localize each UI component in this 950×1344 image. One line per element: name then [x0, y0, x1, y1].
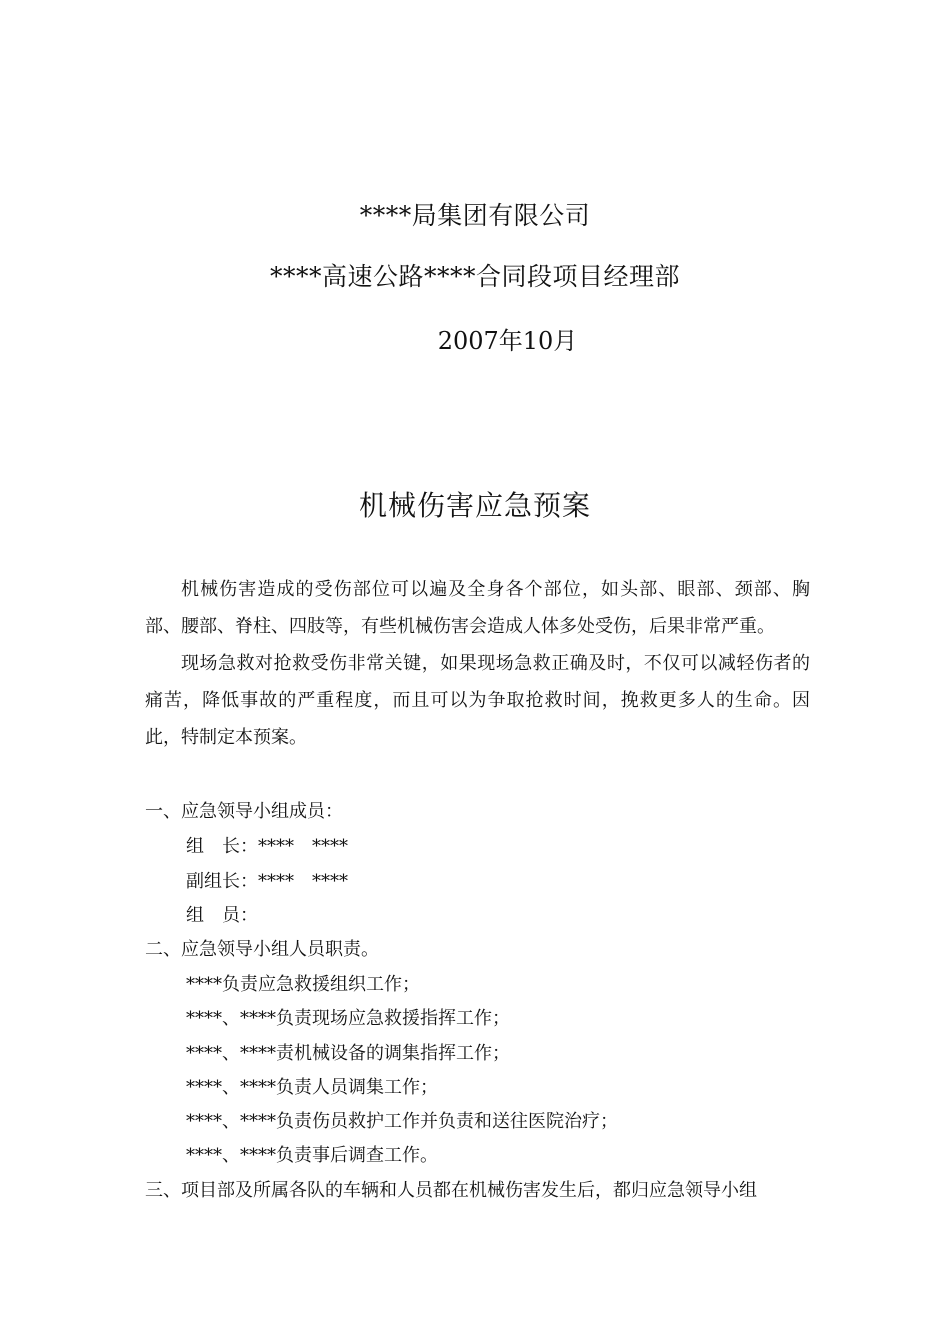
company-name: ****局集团有限公司: [359, 201, 591, 230]
duty-line: ****、****负责伤员救护工作并负责和送往医院治疗；: [186, 1111, 618, 1132]
duty-line: ****、****负责现场应急救援指挥工作；: [186, 1008, 510, 1029]
department-name: ****高速公路****合同段项目经理部: [269, 262, 680, 291]
paragraph: 机械伤害造成的受伤部位可以遍及全身各个部位，如头部、眼部、颈部、胸部、腰部、脊柱、四肢等，有些机械伤害会造成人体多处受伤，后果非常严重。: [145, 579, 810, 637]
duty-line: ****、****责机械设备的调集指挥工作；: [186, 1043, 510, 1064]
section-heading: 二、应急领导小组人员职责。: [145, 939, 379, 960]
section-heading: 三、项目部及所属各队的车辆和人员都在机械伤害发生后，都归应急领导小组: [145, 1180, 757, 1201]
duty-line: ****、****负责人员调集工作；: [186, 1077, 438, 1098]
member-line: 组 员：: [186, 905, 258, 926]
section-heading: 一、应急领导小组成员：: [145, 801, 343, 822]
document-date: 2007年10月: [437, 327, 578, 355]
intro-paragraphs: [145, 571, 810, 756]
member-line: 组 长：**** ****: [186, 836, 348, 857]
document-title: 机械伤害应急预案: [358, 489, 591, 522]
paragraph: 现场急救对抢救受伤非常关键，如果现场急救正确及时，不仅可以减轻伤者的痛苦，降低事故的严重程度，而且可以为争取抢救时间，挽救更多人的生命。因此，特制定本预案。: [145, 653, 810, 748]
duty-line: ****负责应急救援组织工作；: [186, 974, 420, 995]
duty-line: ****、****负责事后调查工作。: [186, 1145, 438, 1166]
member-line: 副组长：**** ****: [186, 871, 348, 892]
